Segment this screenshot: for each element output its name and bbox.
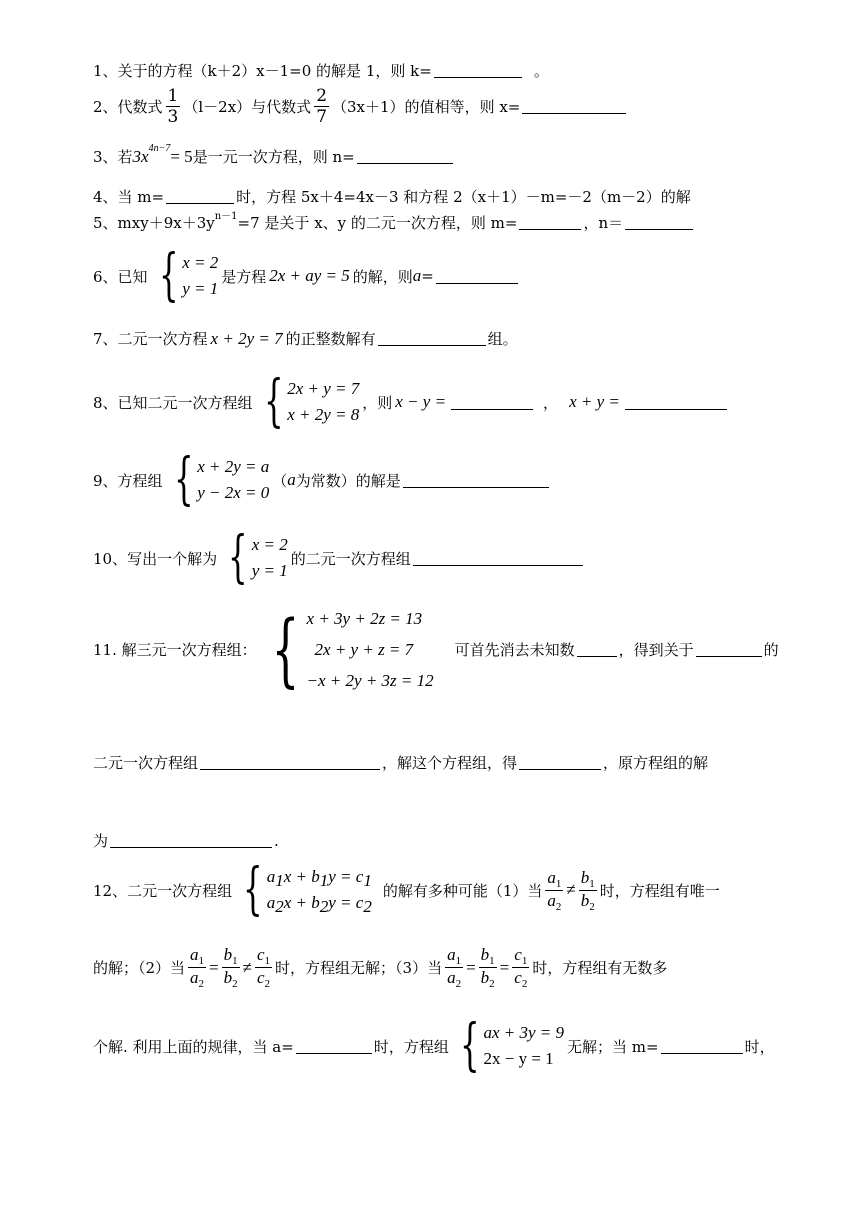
question-11-cont: [93, 752, 708, 773]
q12b-text-b: 时，方程组无解；（3）当: [275, 959, 443, 977]
q9-text-a: 9、方程组: [93, 471, 163, 490]
q12c-text-d: 时，: [744, 1037, 775, 1056]
q5-m-blank[interactable]: [519, 215, 581, 230]
q11-text-a: 11. 解三元一次方程组：: [93, 641, 257, 659]
q11c-text-a: 为: [93, 832, 109, 850]
q9-eq-1: x + 2y = a: [197, 457, 270, 476]
q11b-text-c: ，原方程组的解: [603, 754, 709, 772]
q3-equals: = 5: [170, 146, 193, 166]
q11b-text-b: ，解这个方程组，得: [382, 754, 518, 772]
question-12: [93, 857, 720, 922]
q12-eq-2: a2x + b2y = c2: [266, 893, 372, 916]
q12-system: [235, 857, 372, 922]
q2-text-a: 2、代数式: [93, 98, 163, 116]
q12c-eq-2: 2x − y = 1: [483, 1049, 554, 1068]
question-7: [93, 328, 518, 349]
q3-answer-blank[interactable]: [357, 149, 453, 164]
q12b-frac-a2: $\frac{a_1}{a_2}$: [447, 945, 462, 990]
q9-brace: {: [173, 447, 194, 512]
q12b-frac-b: $\frac{b_1}{b_2}$: [223, 945, 238, 990]
q12b-frac-c: $\frac{c_1}{c_2}$: [256, 945, 271, 990]
q6-text-c: 的解，则: [352, 267, 413, 286]
q6-answer-blank[interactable]: [436, 269, 518, 284]
q2-answer-blank[interactable]: [522, 99, 626, 114]
q10-answer-blank[interactable]: [413, 551, 583, 566]
q12c-text-c: 无解；当 m=: [567, 1037, 659, 1056]
q6-text-d: =: [421, 267, 434, 285]
question-9: [93, 447, 551, 512]
q12c-text-a: 个解. 利用上面的规律，当 a=: [93, 1037, 294, 1056]
question-6: [93, 243, 520, 308]
q6-var: a: [412, 266, 422, 285]
q12c-system: [452, 1013, 565, 1078]
question-5: [93, 212, 695, 233]
q8-eq-1: 2x + y = 7: [287, 379, 360, 398]
q12b-eq-3: =: [499, 957, 510, 977]
q12-eq-1: a1x + b1y = c1: [266, 867, 372, 890]
q11-eq-3: −x + 2y + 3z = 12: [306, 671, 434, 690]
q11-eq-2: 2x + y + z = 7: [314, 640, 414, 659]
q2-fraction-2: [314, 86, 329, 127]
q8-system: [256, 369, 360, 434]
question-12-cont: [93, 945, 667, 990]
q8-expr-2: x + y =: [569, 392, 620, 411]
q7-text-b: 的正整数解有: [285, 330, 376, 348]
q12b-eq-1: =: [209, 957, 219, 977]
q8-brace: {: [263, 369, 284, 434]
q12-text-b: 的解有多种可能（1）当: [382, 881, 543, 900]
q11-solution-blank[interactable]: [110, 833, 272, 848]
q4-answer-blank[interactable]: [166, 189, 234, 204]
q10-eq-2: y = 1: [251, 561, 288, 580]
q9-text-b1: （: [272, 471, 288, 490]
q12-frac-b: $\frac{b_1}{b_2}$: [580, 867, 595, 913]
q8-sep: ，: [543, 393, 559, 412]
q8-text-a: 8、已知二元一次方程组: [93, 393, 253, 412]
q12c-eq-1: ax + 3y = 9: [483, 1023, 565, 1042]
q8-eq-2: x + 2y = 8: [287, 405, 360, 424]
q6-eq-2: y = 1: [182, 279, 219, 298]
q6-eq-1: x = 2: [182, 253, 219, 272]
q5-text-b: =7 是关于 x、y 的二元一次方程，则 m=: [237, 214, 518, 232]
q11-eq-1: x + 3y + 2z = 13: [306, 609, 423, 628]
q11-system: [260, 603, 434, 696]
q6-equation: 2x + ay = 5: [269, 266, 350, 285]
q10-text-b: 的二元一次方程组: [290, 549, 411, 568]
q8-blank-2[interactable]: [625, 395, 727, 410]
q8-text-b: ，则: [362, 393, 393, 412]
q10-brace: {: [228, 525, 248, 590]
q5-text-c: ，n＝: [583, 214, 624, 232]
question-4: [93, 186, 691, 207]
q2-fraction-1: [166, 86, 181, 127]
q5-exponent: n－1: [214, 211, 238, 222]
q10-eq-1: x = 2: [251, 535, 288, 554]
q2-f2-num: 2: [316, 86, 328, 106]
q12c-brace: {: [459, 1013, 480, 1078]
q2-text-c: （3x＋1）的值相等，则 x=: [332, 98, 521, 116]
q11c-text-b: .: [274, 831, 279, 850]
q12-frac-a: $\frac{a_1}{a_2}$: [547, 867, 562, 913]
question-11: [93, 603, 779, 696]
q12b-frac-a: $\frac{a_1}{a_2}$: [190, 945, 205, 990]
q9-answer-blank[interactable]: [403, 473, 549, 488]
q3-text-b: 是一元一次方程，则 n=: [192, 148, 355, 166]
q4-text-b: 时，方程 5x＋4=4x－3 和方程 2（x＋1）－m=－2（m－2）的解: [236, 188, 691, 206]
q12b-ne: ≠: [242, 957, 252, 977]
q12b-eq-2: =: [466, 957, 476, 977]
q10-text-a: 10、写出一个解为: [93, 549, 218, 568]
question-2: [93, 86, 628, 127]
q12-brace: {: [243, 857, 263, 922]
q7-answer-blank[interactable]: [378, 331, 486, 346]
q12b-frac-b2: $\frac{b_1}{b_2}$: [480, 945, 495, 990]
q6-text-a: 6、已知: [93, 267, 148, 286]
q7-text-c: 组。: [487, 330, 518, 348]
q12-text-c: 时，方程组有唯一: [599, 881, 720, 900]
q1-tail: 。: [533, 62, 549, 80]
q11b-text-a: 二元一次方程组: [93, 754, 199, 772]
q11-text-d: 的: [763, 641, 779, 659]
q11-text-c: ，得到关于: [618, 641, 694, 659]
q11-text-b: 可首先消去未知数: [454, 641, 575, 659]
q11-about-blank[interactable]: [696, 642, 762, 657]
question-8: [93, 369, 729, 434]
q9-eq-2: y − 2x = 0: [197, 483, 270, 502]
q6-system: [151, 243, 219, 308]
q2-f2-den: 7: [316, 107, 328, 127]
q12-a-blank[interactable]: [296, 1039, 372, 1054]
q12b-text-c: 时，方程组有无数多: [532, 959, 668, 977]
q12b-text-a: 的解；（2）当: [93, 959, 186, 977]
q11-brace: {: [271, 602, 300, 696]
q8-expr-1: x − y =: [395, 392, 447, 411]
q9-system: [166, 447, 270, 512]
q12b-frac-c2: $\frac{c_1}{c_2}$: [514, 945, 528, 990]
q10-system: [220, 525, 288, 590]
q7-equation: x + 2y = 7: [210, 328, 283, 348]
q7-text-a: 7、二元一次方程: [93, 330, 208, 348]
question-3: [93, 143, 455, 167]
q4-text-a: 4、当 m=: [93, 188, 165, 206]
q12-m-blank[interactable]: [661, 1039, 743, 1054]
question-10: [93, 525, 585, 590]
q11-solve-blank[interactable]: [519, 755, 601, 770]
question-12-end: [93, 1013, 775, 1078]
q11-system-blank[interactable]: [200, 755, 380, 770]
q12-text-a: 12、二元一次方程组: [93, 881, 233, 900]
q6-text-b: 是方程: [221, 267, 267, 286]
q2-f1-den: 3: [167, 107, 179, 127]
q2-f1-num: 1: [167, 86, 179, 106]
q5-n-blank[interactable]: [625, 215, 693, 230]
q9-var: a: [287, 470, 296, 489]
question-11-end: [93, 830, 279, 851]
q1-text: 1、关于的方程（k＋2）x－1=0 的解是 1，则 k=: [93, 62, 432, 80]
q9-text-b2: 为常数）的解是: [295, 471, 401, 490]
q11-var-blank[interactable]: [577, 642, 617, 657]
q5-text-a: 5、mxy＋9x＋3y: [93, 214, 215, 232]
q3-base: 3x: [132, 146, 149, 166]
q12-ne: ≠: [566, 880, 576, 899]
q8-blank-1[interactable]: [451, 395, 533, 410]
q6-brace: {: [158, 243, 179, 308]
q2-text-b: （l－2x）与代数式: [183, 98, 312, 116]
question-1: [93, 60, 549, 81]
q1-answer-blank[interactable]: [434, 63, 522, 78]
q12c-text-b: 时，方程组: [373, 1037, 449, 1056]
q3-text-a: 3、若: [93, 148, 133, 166]
q3-exponent: 4n−7: [148, 143, 171, 154]
